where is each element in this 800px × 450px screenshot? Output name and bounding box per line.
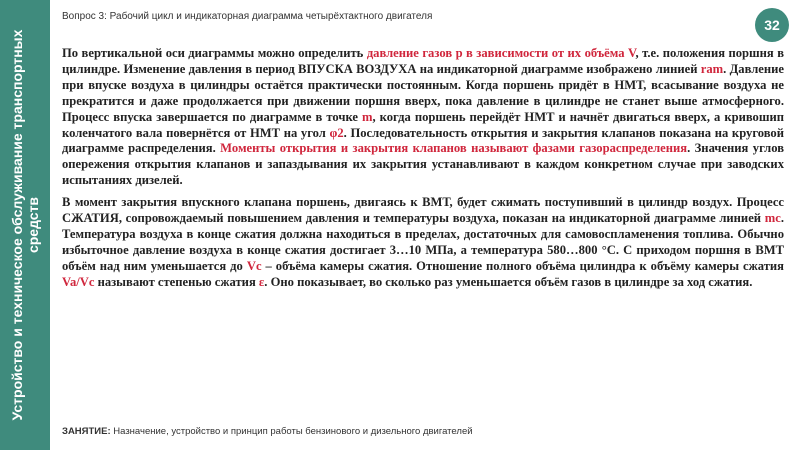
footer-text: Назначение, устройство и принцип работы бензинового и дизельного двигателей	[110, 426, 473, 437]
sidebar-title: Устройство и техническое обслуживание транспортных средств	[9, 29, 41, 421]
text-run: . Температура воздуха в конце сжатия должна находиться в пределах, достаточных для самовоспламенения топлива. Обычно избыточное давление воздуха в конце сжатия достигает 3…10 МПа, а температура 580…800 °С. С приходом поршня в ВМТ объём над ним уменьшается до	[62, 211, 784, 273]
highlight-pressure-volume: давление газов p в зависимости от их объёма V	[366, 46, 636, 60]
highlight-line-ram: ram	[700, 61, 724, 76]
highlight-va-vc: Va/Vc	[62, 274, 95, 289]
paragraph-intake	[62, 46, 784, 189]
highlight-valve-timing: Моменты открытия и закрытия клапанов называют фазами газораспределения	[220, 141, 688, 156]
highlight-epsilon: ε	[258, 274, 265, 289]
slide-number-badge: 32	[755, 8, 789, 42]
slide-content	[62, 46, 784, 297]
highlight-angle-phi2: φ2	[329, 125, 344, 140]
highlight-point-m: m	[362, 109, 373, 124]
text-run: , т.е. положения поршня в цилиндре. Изменение давления в период ВПУСКА ВОЗДУХА на индикаторной диаграмме изображено линией	[62, 46, 784, 76]
text-run: . Оно показывает, во сколько раз уменьшается объём газов в цилиндре за ход сжатия.	[264, 274, 753, 289]
question-header: Вопрос 3: Рабочий цикл и индикаторная диаграмма четырёхтактного двигателя	[62, 11, 433, 22]
sidebar	[0, 0, 50, 450]
text-run: В момент закрытия впускного клапана поршень, двигаясь к ВМТ, будет сжимать поступивший в цилиндр воздух. Процесс СЖАТИЯ, сопровождаемый повышением давления и температуры воздуха, показан на индикаторной диаграмме линией	[62, 195, 784, 226]
lesson-footer	[62, 426, 473, 437]
footer-label: ЗАНЯТИЕ:	[62, 426, 111, 437]
text-run: – объёма камеры сжатия. Отношение полного объёма цилиндра к объёму камеры сжатия	[261, 258, 784, 273]
highlight-vc: Vc	[246, 258, 262, 273]
text-run: , когда поршень перейдёт НМТ и начнёт двигаться вверх, а кривошип коленчатого вала повернётся от НМТ на угол	[62, 109, 784, 140]
text-run: По вертикальной оси диаграммы можно определить	[62, 46, 367, 60]
paragraph-compression	[62, 195, 784, 290]
highlight-line-mc: mc	[764, 211, 781, 226]
text-run: . Последовательность открытия и закрытия клапанов показана на круговой диаграмме распределения.	[62, 125, 784, 156]
text-run: . Значения углов опережения открытия клапанов и запаздывания их закрытия устанавливают в каждом конкретном случае при заводских испытаниях дизелей.	[62, 141, 785, 188]
text-run: называют степенью сжатия	[94, 274, 259, 289]
text-run: . Давление при впуске воздуха в цилиндры остаётся практически постоянным. Когда поршень придёт в НМТ, всасывание воздуха не прекратится и даже продолжается при движении поршня вверх, пока давление в цилиндре не станет выше атмосферного. Процесс впуска завершается по диаграмме в точке	[62, 61, 784, 124]
